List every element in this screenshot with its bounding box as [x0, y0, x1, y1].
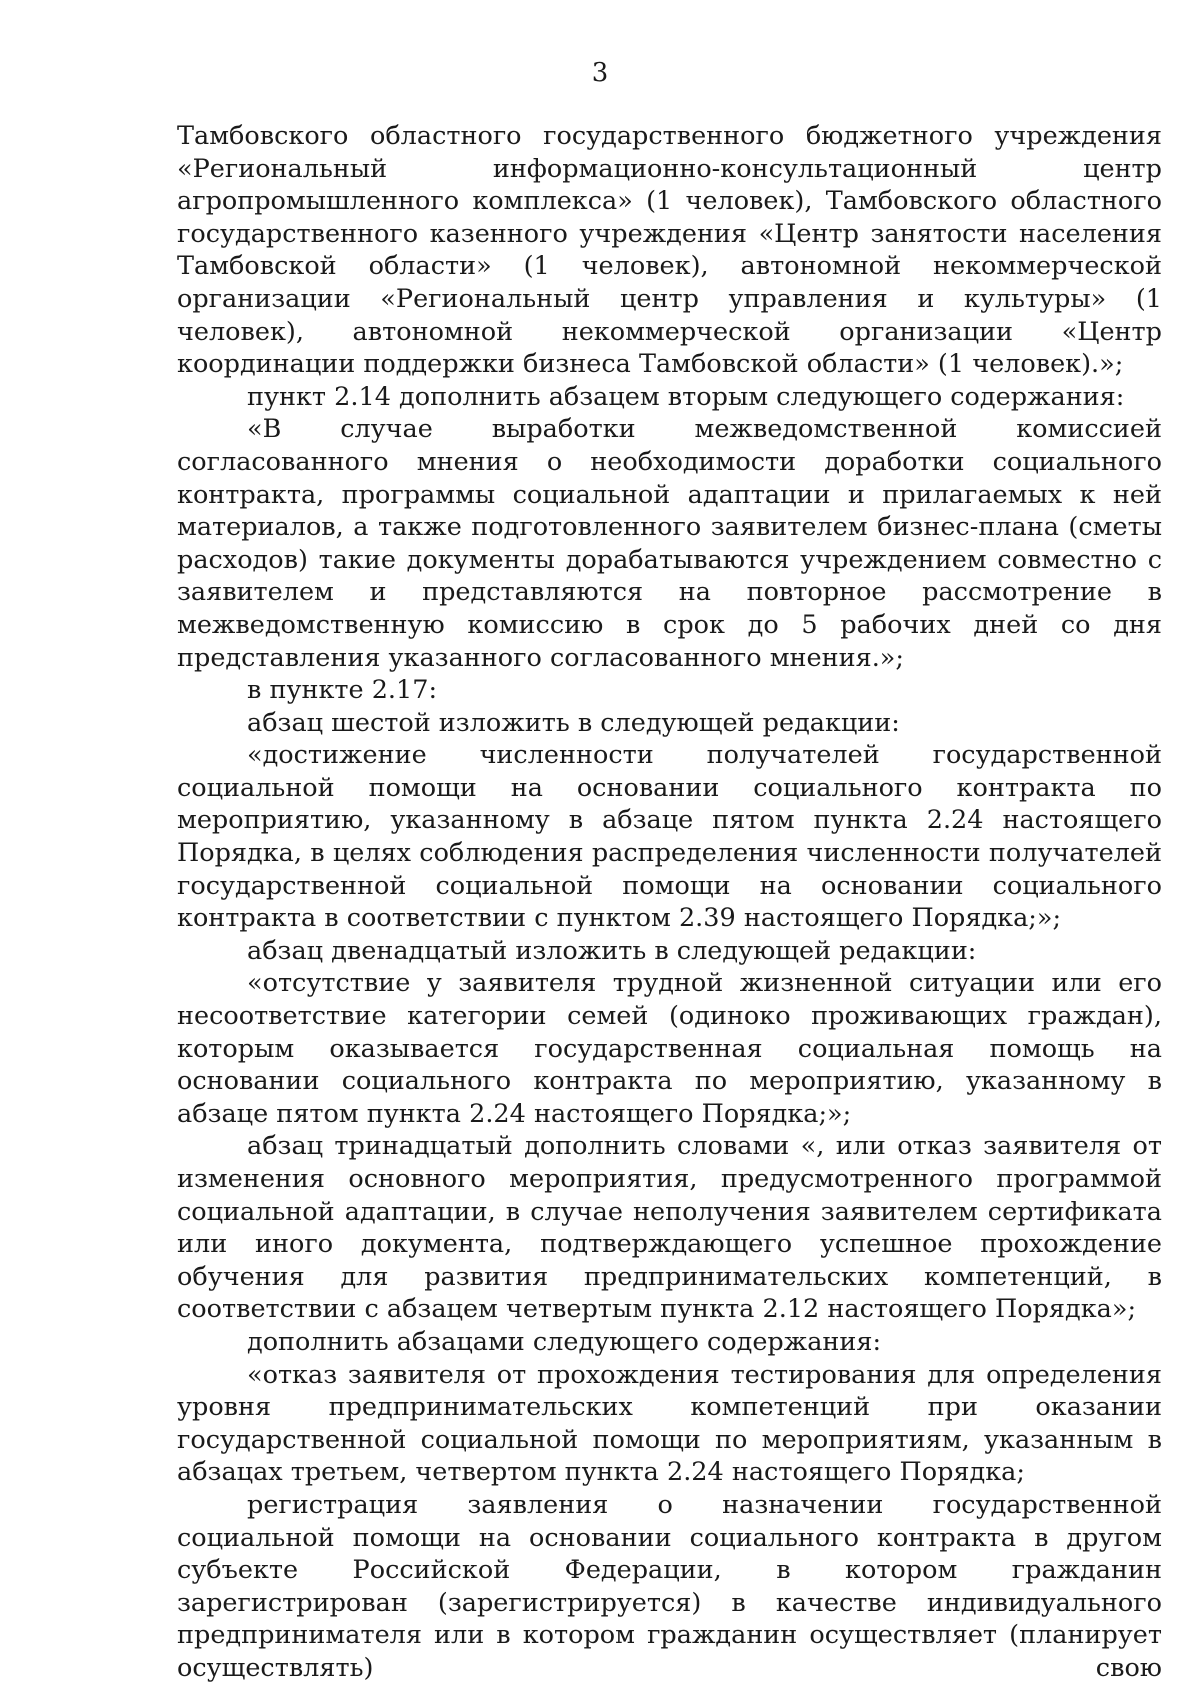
paragraph: «В случае выработки межведомственной комиссией согласованного мнения о необходимости доработки социального контракта, программы социальной адаптации и прилагаемых к ней материалов, а также подготовленного заявителем бизнес-плана (сметы расходов) такие документы дорабатываются учреждением совместно с заявителем и представляются на повторное рассмотрение в межведомственную комиссию в срок до 5 рабочих дней со дня представления указанного согласованного мнения.»; — [177, 414, 1162, 673]
paragraph: Тамбовского областного государственного бюджетного учреждения «Региональный информационно-консультационный центр агропромышленного комплекса» (1 человек), Тамбовского областного государственного казенного учреждения «Центр занятости населения Тамбовской области» (1 человек), автономной некоммерческой организации «Региональный центр управления и культуры» (1 человек), автономной некоммерческой организации «Центр координации поддержки бизнеса Тамбовской области» (1 человек).»; — [177, 121, 1162, 380]
page-number: 3 — [591, 58, 609, 88]
paragraph: абзац двенадцатый изложить в следующей редакции: — [247, 935, 977, 966]
paragraph: «достижение численности получателей государственной социальной помощи на основании социального контракта по мероприятию, указанному в абзаце пятом пункта 2.24 настоящего Порядка, в целях соблюдения распределения численности получателей государственной социальной помощи на основании социального контракта в соответствии с пунктом 2.39 настоящего Порядка;»; — [177, 740, 1162, 934]
document-body — [177, 120, 1162, 1685]
paragraph: «отсутствие у заявителя трудной жизненной ситуации или его несоответствие категории семей (одиноко проживающих граждан), которым оказывается государственная социальная помощь на основании социального контракта по мероприятию, указанному в абзаце пятом пункта 2.24 настоящего Порядка;»; — [177, 968, 1162, 1129]
paragraph: абзац шестой изложить в следующей редакции: — [247, 707, 900, 738]
paragraph: пункт 2.14 дополнить абзацем вторым следующего содержания: — [247, 381, 1125, 412]
paragraph: дополнить абзацами следующего содержания: — [247, 1326, 882, 1357]
paragraph: «отказ заявителя от прохождения тестирования для определения уровня предпринимательских компетенций при оказании государственной социальной помощи по мероприятиям, указанным в абзацах третьем, четвертом пункта 2.24 настоящего Порядка; — [177, 1359, 1162, 1488]
paragraph: абзац тринадцатый дополнить словами «, или отказ заявителя от изменения основного мероприятия, предусмотренного программой социальной адаптации, в случае неполучения заявителем сертификата или иного документа, подтверждающего успешное прохождение обучения для развития предпринимательских компетенций, в соответствии с абзацем четвертым пункта 2.12 настоящего Порядка»; — [177, 1131, 1162, 1325]
paragraph: в пункте 2.17: — [247, 675, 438, 706]
paragraph: регистрация заявления о назначении государственной социальной помощи на основании социального контракта в другом субъекте Российской Федерации, в котором гражданин зарегистрирован (зарегистрируется) в качестве индивидуального предпринимателя или в котором гражданин осуществляет (планирует осуществлять) свою — [177, 1489, 1162, 1683]
